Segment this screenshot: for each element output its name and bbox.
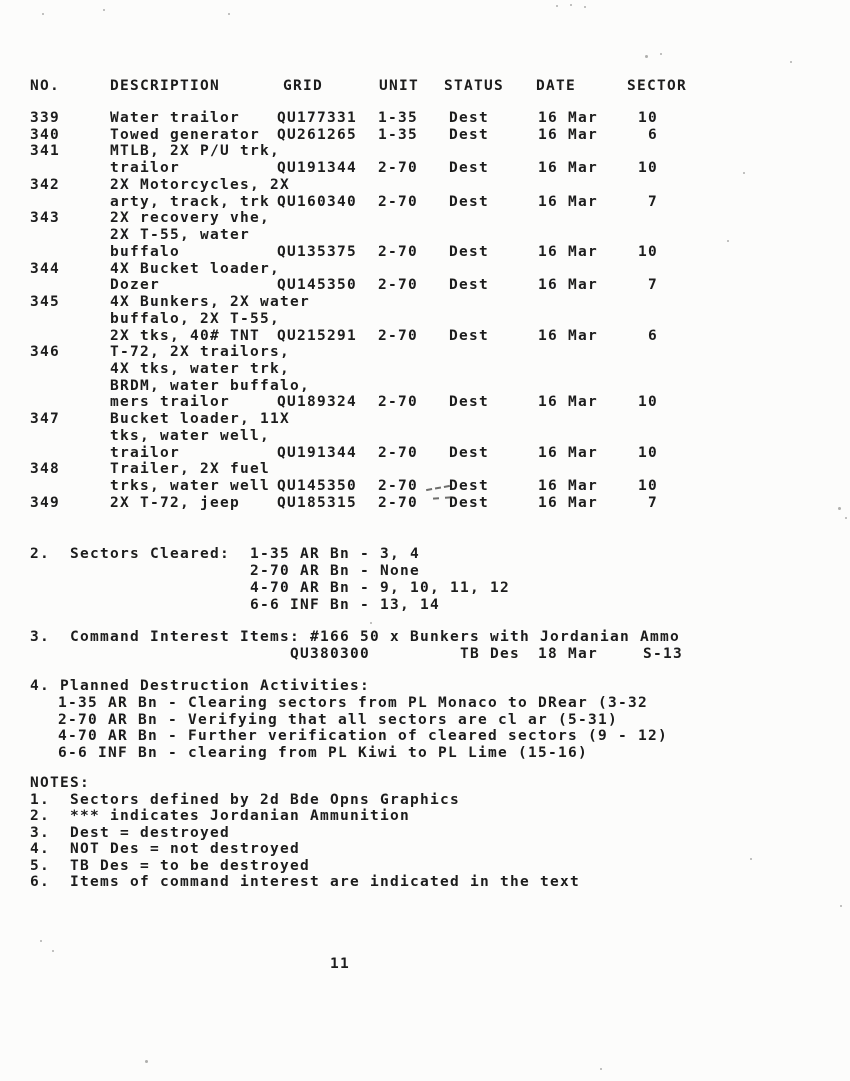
scan-speck <box>838 507 841 510</box>
table-row-line <box>30 110 690 127</box>
row-number: 345 <box>30 294 60 311</box>
row-description: Bucket loader, 11X <box>110 411 290 428</box>
row-number: 347 <box>30 411 60 428</box>
row-sector: 10 <box>638 160 658 177</box>
table-row-line <box>30 294 690 311</box>
row-description: mers trailor <box>110 394 230 411</box>
row-date: 16 Mar <box>538 126 598 143</box>
scan-speck <box>103 9 105 11</box>
table-row-line <box>30 428 690 445</box>
table-row-line <box>30 127 690 144</box>
note-text: TB Des = to be destroyed <box>70 857 310 874</box>
table-row-line <box>30 411 690 428</box>
table-row-line <box>30 344 690 361</box>
row-description: T-72, 2X trailors, <box>110 344 290 361</box>
notes-label: NOTES: <box>30 775 90 791</box>
note-text: Items of command interest are indicated in the text <box>70 873 580 890</box>
row-description: trailor <box>110 160 180 177</box>
row-date: 16 Mar <box>538 277 598 294</box>
table-row-line <box>30 378 690 395</box>
row-unit: 2-70 <box>378 444 418 461</box>
sectors-cleared-lines <box>250 546 510 614</box>
scan-speck <box>228 13 230 15</box>
row-grid: QU160340 <box>277 193 357 210</box>
scan-speck <box>727 240 729 242</box>
row-unit: 2-70 <box>378 243 418 260</box>
row-description: arty, track, trk <box>110 193 270 210</box>
command-interest-sector: S-13 <box>643 646 683 662</box>
row-number: 344 <box>30 260 60 277</box>
note-item <box>30 808 730 824</box>
row-status: Dest <box>449 277 489 294</box>
table-row-line <box>30 445 690 462</box>
row-date: 16 Mar <box>538 160 598 177</box>
row-sector: 7 <box>648 277 658 294</box>
row-grid: QU191344 <box>277 160 357 177</box>
scan-speck <box>790 61 792 63</box>
table-row-line <box>30 277 690 294</box>
col-header-date: DATE <box>536 78 576 94</box>
row-number: 346 <box>30 344 60 361</box>
row-unit: 2-70 <box>378 478 418 495</box>
planned-destruction-line: 4-70 AR Bn - Further verification of cleared sectors (9 - 12) <box>58 728 668 745</box>
row-description: 4X tks, water trk, <box>110 361 290 378</box>
row-sector: 10 <box>638 394 658 411</box>
sectors-cleared-line: 4-70 AR Bn - 9, 10, 11, 12 <box>250 579 510 596</box>
notes-list <box>30 792 730 890</box>
table-row-line <box>30 143 690 160</box>
row-number: 343 <box>30 210 60 227</box>
row-number: 342 <box>30 176 60 193</box>
table-row-line <box>30 361 690 378</box>
table-row-line <box>30 311 690 328</box>
row-grid: QU177331 <box>277 110 357 126</box>
equipment-table <box>30 110 690 512</box>
col-header-description: DESCRIPTION <box>110 78 220 94</box>
planned-destruction-line: 1-35 AR Bn - Clearing sectors from PL Monaco to DRear (3-32 <box>58 695 648 711</box>
page-number: 11 <box>330 956 350 972</box>
row-description: Towed generator <box>110 126 260 143</box>
command-interest-grid: QU380300 <box>290 646 370 662</box>
row-description: MTLB, 2X P/U trk, <box>110 143 280 160</box>
row-sector: 10 <box>638 243 658 260</box>
table-row-line <box>30 495 690 512</box>
row-grid: QU215291 <box>277 327 357 344</box>
row-unit: 2-70 <box>378 327 418 344</box>
scan-speck <box>370 622 372 624</box>
row-unit: 2-70 <box>378 494 418 511</box>
row-unit: 1-35 <box>378 110 418 126</box>
row-grid: QU135375 <box>277 243 357 260</box>
row-description: 4X Bucket loader, <box>110 260 280 277</box>
scan-speck <box>743 172 745 174</box>
row-unit: 2-70 <box>378 160 418 177</box>
row-grid: QU185315 <box>277 494 357 511</box>
row-status: Dest <box>449 126 489 143</box>
scan-speck <box>40 940 42 942</box>
planned-destruction-line: 6-6 INF Bn - clearing from PL Kiwi to PL Lime (15-16) <box>58 745 588 762</box>
note-number: 4. <box>30 841 50 858</box>
row-date: 16 Mar <box>538 478 598 495</box>
row-date: 16 Mar <box>538 243 598 260</box>
planned-destruction-label: 4. Planned Destruction Activities: <box>30 678 370 694</box>
row-status: Dest <box>449 478 489 495</box>
scan-speck <box>645 55 648 58</box>
note-number: 5. <box>30 857 50 874</box>
scan-speck <box>840 905 842 907</box>
row-date: 16 Mar <box>538 110 598 126</box>
row-date: 16 Mar <box>538 327 598 344</box>
table-row-line <box>30 194 690 211</box>
col-header-grid: GRID <box>283 78 323 94</box>
row-description: trks, water well <box>110 478 270 495</box>
row-description: 2X T-72, jeep <box>110 494 240 511</box>
row-number: 349 <box>30 494 60 511</box>
row-status: Dest <box>449 160 489 177</box>
table-row-line <box>30 177 690 194</box>
sectors-cleared-line: 2-70 AR Bn - None <box>250 562 420 579</box>
scan-speck <box>845 517 847 519</box>
row-number: 341 <box>30 143 60 160</box>
row-description: BRDM, water buffalo, <box>110 377 310 394</box>
row-status: Dest <box>449 394 489 411</box>
note-number: 6. <box>30 873 50 890</box>
table-row-line <box>30 478 690 495</box>
row-sector: 10 <box>638 478 658 495</box>
command-interest-label: 3. Command Interest Items: <box>30 629 300 645</box>
row-status: Dest <box>449 110 489 126</box>
scan-speck <box>660 53 662 55</box>
row-date: 16 Mar <box>538 394 598 411</box>
scan-speck <box>570 4 572 6</box>
row-sector: 10 <box>638 444 658 461</box>
note-item <box>30 841 730 857</box>
table-row-line <box>30 227 690 244</box>
scan-speck <box>600 1068 602 1070</box>
scan-speck <box>52 950 54 952</box>
row-description: 2X T-55, water <box>110 227 250 244</box>
row-status: Dest <box>449 444 489 461</box>
scan-speck <box>750 858 752 860</box>
row-number: 348 <box>30 461 60 478</box>
row-description: 2X tks, 40# TNT <box>110 327 260 344</box>
table-row-line <box>30 328 690 345</box>
command-interest-item: #166 50 x Bunkers with Jordanian Ammo <box>310 629 680 645</box>
sectors-cleared-line: 1-35 AR Bn - 3, 4 <box>250 546 420 562</box>
sectors-cleared-label: 2. Sectors Cleared: <box>30 546 230 562</box>
row-number: 340 <box>30 126 60 143</box>
row-sector: 6 <box>648 327 658 344</box>
row-description: Trailer, 2X fuel <box>110 461 270 478</box>
table-row-line <box>30 394 690 411</box>
table-row-line <box>30 244 690 261</box>
table-header <box>30 78 730 95</box>
row-description: tks, water well, <box>110 427 270 444</box>
row-grid: QU191344 <box>277 444 357 461</box>
note-number: 1. <box>30 792 50 808</box>
row-grid: QU145350 <box>277 478 357 495</box>
sectors-cleared-line: 6-6 INF Bn - 13, 14 <box>250 596 440 613</box>
command-interest-status: TB Des <box>460 646 520 662</box>
row-description: Water trailor <box>110 110 240 126</box>
col-header-no: NO. <box>30 78 60 94</box>
scan-speck <box>556 5 558 7</box>
note-item <box>30 825 730 841</box>
col-header-unit: UNIT <box>379 78 419 94</box>
note-text: NOT Des = not destroyed <box>70 841 300 858</box>
table-row-line <box>30 210 690 227</box>
note-text: *** indicates Jordanian Ammunition <box>70 808 410 825</box>
table-row-line <box>30 261 690 278</box>
row-status: Dest <box>449 193 489 210</box>
row-unit: 1-35 <box>378 126 418 143</box>
note-item <box>30 792 730 808</box>
scan-speck <box>42 13 44 15</box>
row-grid: QU145350 <box>277 277 357 294</box>
note-item <box>30 858 730 874</box>
row-description: trailor <box>110 444 180 461</box>
table-row-line <box>30 160 690 177</box>
command-interest-date: 18 Mar <box>538 646 598 662</box>
row-description: 2X Motorcycles, 2X <box>110 176 290 193</box>
note-text: Dest = destroyed <box>70 824 230 841</box>
row-grid: QU189324 <box>277 394 357 411</box>
row-sector: 7 <box>648 193 658 210</box>
scan-speck <box>145 1060 148 1063</box>
col-header-sector: SECTOR <box>627 78 687 94</box>
note-item <box>30 874 730 890</box>
planned-destruction-lines <box>58 695 668 762</box>
row-unit: 2-70 <box>378 193 418 210</box>
row-sector: 6 <box>648 126 658 143</box>
row-unit: 2-70 <box>378 394 418 411</box>
row-status: Dest <box>449 494 489 511</box>
row-status: Dest <box>449 243 489 260</box>
scan-speck <box>584 6 586 8</box>
row-description: buffalo <box>110 243 180 260</box>
row-description: 4X Bunkers, 2X water <box>110 294 310 311</box>
row-number: 339 <box>30 110 60 126</box>
col-header-status: STATUS <box>444 78 504 94</box>
row-description: 2X recovery vhe, <box>110 210 270 227</box>
note-number: 3. <box>30 824 50 841</box>
row-grid: QU261265 <box>277 126 357 143</box>
row-status: Dest <box>449 327 489 344</box>
row-sector: 7 <box>648 494 658 511</box>
note-number: 2. <box>30 808 50 825</box>
planned-destruction-line: 2-70 AR Bn - Verifying that all sectors are cl ar (5-31) <box>58 711 618 728</box>
row-unit: 2-70 <box>378 277 418 294</box>
row-date: 16 Mar <box>538 494 598 511</box>
table-row-line <box>30 461 690 478</box>
row-description: buffalo, 2X T-55, <box>110 310 280 327</box>
row-date: 16 Mar <box>538 444 598 461</box>
row-date: 16 Mar <box>538 193 598 210</box>
row-description: Dozer <box>110 277 160 294</box>
note-text: Sectors defined by 2d Bde Opns Graphics <box>70 792 460 808</box>
row-sector: 10 <box>638 110 658 126</box>
